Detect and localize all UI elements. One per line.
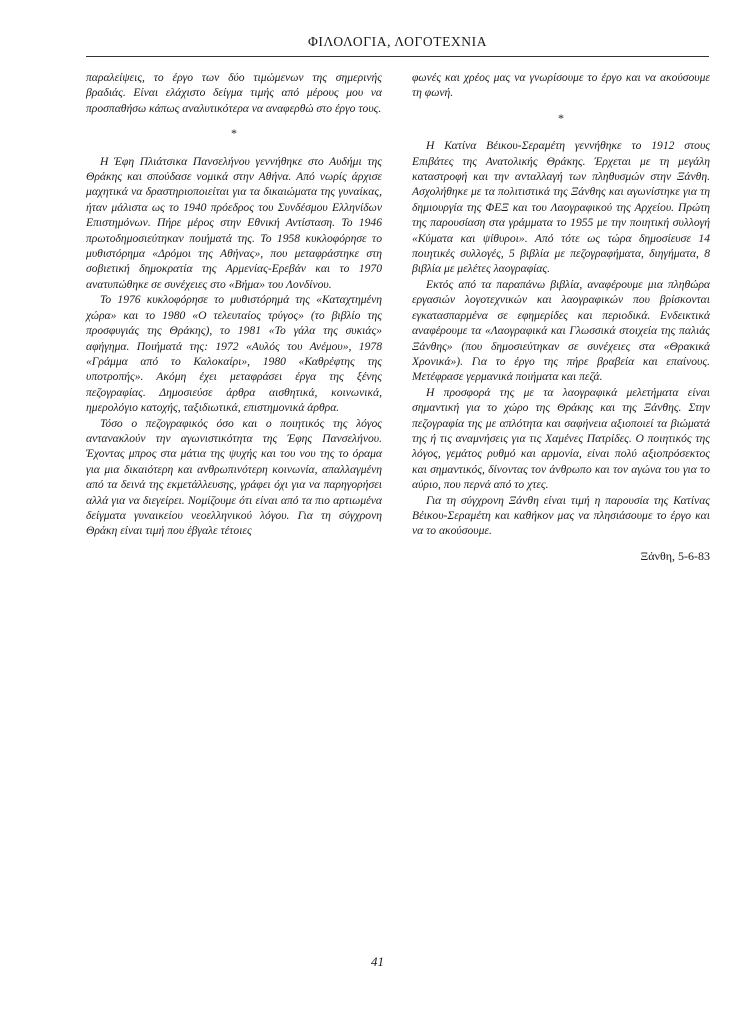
paragraph: Για τη σύγχρονη Ξάνθη είναι τιμή η παρουσία της Κατίνας Βέικου-Σεραμέτη και καθήκον μας να πλησιάσουμε το έργο και να το ακούσουμε. <box>412 493 710 538</box>
left-column <box>86 70 382 539</box>
paragraph: Η Κατίνα Βέικου-Σεραμέτη γεννήθηκε το 1912 στους Επιβάτες της Ανατολικής Θράκης. Έρχεται με τη μεγάλη καταστροφή και την ανταλλαγή των πληθυσμών στην Ξάνθη. Ασχολήθηκε με τα πολιτιστικά της Ξάνθης και αγωνίστηκε για τη δημιουργία της ΦΕΞ και του Λαογραφικού της Αρχείου. Πρώτη της παρουσίαση στα γράμματα το 1955 με την ποιητική συλλογή «Κύματα και ψίθυροι». Από τότε ως τώρα δημοσίευσε 14 ποιητικές συλλογές, 5 βιβλία με πεζογραφήματα, διηγήματα, 8 βιβλία με μελέτες λαογραφίας. <box>412 139 710 276</box>
place-date-signature: Ξάνθη, 5-6-83 <box>640 548 710 563</box>
paragraph: Τόσο ο πεζογραφικός όσο και ο ποιητικός της λόγος αντανακλούν την αγωνιστικότητα της Έφης Πανσελήνου. Έχοντας μπρος στα μάτια της ψυχής και του νου της το όραμα για μια δικαιότερη και ανθρωπινότερη κοινωνία, απαλλαγμένη από τα δεινά της εκμετάλλευσης, γράφει όχι για να παρηγορήσει αλλά για να διεγείρει. Νομίζουμε ότι είναι από τα πιο αρτιωμένα δείγματα γυναικείου νεοελληνικού λόγου. Για τη σύγχρονη Θράκη είναι τιμή που έβγαλε τέτοιες <box>86 416 382 538</box>
paragraph: Εκτός από τα παραπάνω βιβλία, αναφέρουμε μια πληθώρα εργασιών λογοτεχνικών και λαογραφικών που βρίσκονται εγκατασπαρμένα σε εφημερίδες και περιοδικά. Ενδεικτικά αναφέρουμε τα «Λαογραφικά και Γλωσσικά στοιχεία της παλιάς Ξάνθης» (που δημοσιεύτηκαν σε συνέχειες στα «Θρακικά Χρονικά»). Για το έργο της πήρε βραβεία και επαίνους. Μετέφρασε γερμανικά ποιήματα και πεζά. <box>412 277 710 384</box>
section-separator: * <box>231 126 237 141</box>
right-column <box>412 70 710 564</box>
page-number: 41 <box>371 954 384 969</box>
paragraph: Η προσφορά της με τα λαογραφικά μελετήματα είναι σημαντική για το χώρο της Θράκης και της Ξάνθης. Στην πεζογραφία της με απλότητα και σαφήνεια αξιοποιεί τα βιώματά της ή τις αναμνήσεις για τις Χαμένες Πατρίδες. Ο ποιητικός της λόγος, γεμάτος ρυθμό και αρμονία, είναι πολύ αξιοπρόσεκτος και σημαντικός, δίνοντας τον άνθρωπο και τον αγώνα του για το αύριο, που περνά από το χτες. <box>412 385 710 492</box>
paragraph: Η Έφη Πλιάτσικα Πανσελήνου γεννήθηκε στο Αυδήμι της Θράκης και σπούδασε νομικά στην Αθήνα. Από νωρίς άρχισε μαχητικά να δραστηριοποιείται για τα δικαιώματα της γυναίκας, ήταν μάλιστα ως το 1940 πρόεδρος του Συνδέσμου Ελληνίδων Επιστημόνων. Πήρε μέρος στην Εθνική Αντίσταση. Το 1946 πρωτοδημοσιεύτηκαν ποιήματά της. Το 1958 κυκλοφόρησε το μυθιστόρημα «Δρόμοι της Αθήνας», που μεταφράστηκε στη σοβιετική δημοκρατία της Αρμενίας-Ερεβάν και το 1970 ανατυπώθηκε σε συνέχειες στο «Βήμα» του Λονδίνου. <box>86 154 382 291</box>
paragraph: Το 1976 κυκλοφόρησε το μυθιστόρημά της «Καταχτημένη χώρα» και το 1980 «Ο τελευταίος τρύγος» (το βιβλίο της προσφυγιάς της Θράκης), το 1981 «Το γάλα της συκιάς» αφήγημα. Ποιήματά της: 1972 «Αυλός του Ανέμου», 1978 «Γράμμα από το Καλοκαίρι», 1980 «Καθρέφτης της υποτροπής». Ακόμη έχει μεταφράσει έργα της ξένης πεζογραφίας. Δημοσιεύσε άρθρα αισθητικά, κοινωνικά, ημερολόγιο κατοχής, ταξιδιωτικά, επιστημονικά άρθρα. <box>86 293 382 415</box>
paragraph: φωνές και χρέος μας να γνωρίσουμε το έργο και να ακούσουμε τη φωνή. <box>412 71 710 100</box>
header-rule <box>86 56 709 57</box>
section-separator: * <box>558 110 564 125</box>
running-header: ΦΙΛΟΛΟΓΙΑ, ΛΟΓΟΤΕΧΝΙΑ <box>307 34 488 49</box>
paragraph: παραλείψεις, το έργο των δύο τιμώμενων της σημερινής βραδιάς. Είναι ελάχιστο δείγμα τιμής από μέρους μου να προσπαθήσω κάπως αναλυτικότερα να αναφερθώ στο έργο τους. <box>86 71 382 115</box>
